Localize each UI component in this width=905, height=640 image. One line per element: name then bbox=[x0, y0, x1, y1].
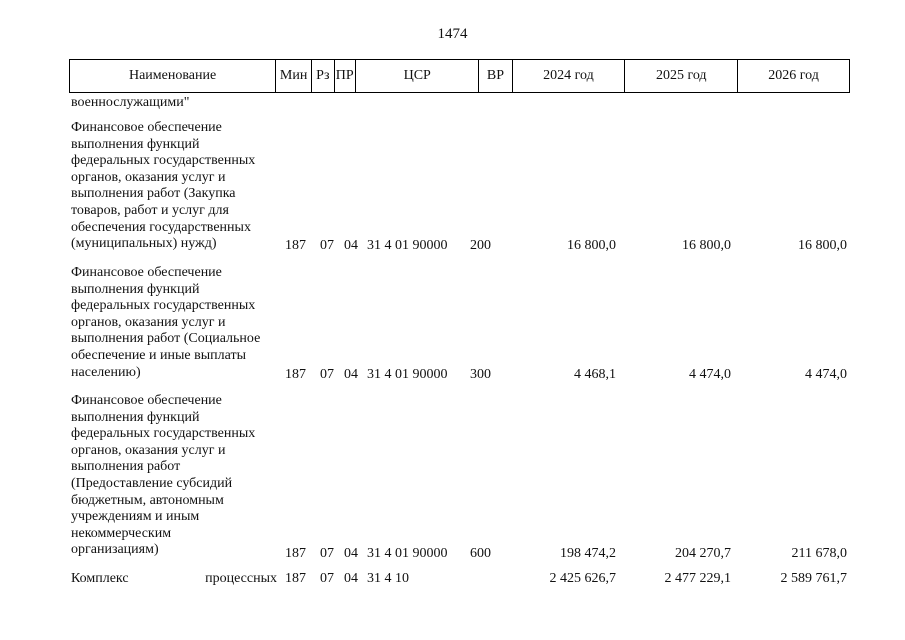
header-csr: ЦСР bbox=[355, 60, 479, 92]
cell-vr: 600 bbox=[470, 546, 491, 561]
cell-2024: 16 800,0 bbox=[567, 238, 616, 253]
cell-min: 187 bbox=[285, 367, 306, 382]
cell-2026: 211 678,0 bbox=[791, 546, 847, 561]
header-rz: Рз bbox=[311, 60, 333, 92]
cell-2025: 2 477 229,1 bbox=[664, 571, 731, 586]
cell-rz: 07 bbox=[320, 238, 334, 253]
cell-2024: 198 474,2 bbox=[560, 546, 616, 561]
cell-vr: 300 bbox=[470, 367, 491, 382]
cell-rz: 07 bbox=[320, 546, 334, 561]
header-2026: 2026 год bbox=[737, 60, 849, 92]
cell-csr: 31 4 01 90000 bbox=[367, 367, 448, 382]
header-min: Мин bbox=[275, 60, 311, 92]
cell-2024: 2 425 626,7 bbox=[549, 571, 616, 586]
continuation-text: военнослужащими" bbox=[71, 95, 190, 110]
header-2025: 2025 год bbox=[624, 60, 737, 92]
row-name: Финансовое обеспечение выполнения функций федеральных государственных органов, оказания услуг и выполнения работ (Социальное обеспечение и иные выплаты населению) bbox=[71, 265, 261, 380]
cell-pr: 04 bbox=[344, 571, 358, 586]
cell-min: 187 bbox=[285, 546, 306, 561]
header-2024: 2024 год bbox=[512, 60, 625, 92]
row-name: Комплекс процессных bbox=[71, 571, 277, 586]
cell-rz: 07 bbox=[320, 367, 334, 382]
cell-csr: 31 4 10 bbox=[367, 571, 409, 586]
cell-2025: 204 270,7 bbox=[675, 546, 731, 561]
header-name: Наименование bbox=[128, 68, 217, 83]
page-number: 1474 bbox=[437, 26, 468, 42]
row-name: Финансовое обеспечение выполнения функций федеральных государственных органов, оказания услуг и выполнения работ (Предоставление субсидий бюджетным, автономным учреждениям и иным некоммерческим организациям) bbox=[71, 393, 256, 558]
cell-pr: 04 bbox=[344, 546, 358, 561]
cell-csr: 31 4 01 90000 bbox=[367, 238, 448, 253]
cell-min: 187 bbox=[285, 238, 306, 253]
cell-2026: 16 800,0 bbox=[798, 238, 847, 253]
cell-2024: 4 468,1 bbox=[574, 367, 616, 382]
cell-pr: 04 bbox=[344, 367, 358, 382]
cell-csr: 31 4 01 90000 bbox=[367, 546, 448, 561]
cell-min: 187 bbox=[285, 571, 306, 586]
row-name: Финансовое обеспечение выполнения функций федеральных государственных органов, оказания услуг и выполнения работ (Закупка товаров, работ и услуг для обеспечения государственных (муниципальных) нужд) bbox=[71, 120, 256, 252]
cell-pr: 04 bbox=[344, 238, 358, 253]
header-vr: ВР bbox=[478, 60, 511, 92]
cell-rz: 07 bbox=[320, 571, 334, 586]
cell-2026: 2 589 761,7 bbox=[780, 571, 847, 586]
cell-vr: 200 bbox=[470, 238, 491, 253]
table-header bbox=[69, 59, 850, 93]
cell-2025: 4 474,0 bbox=[689, 367, 731, 382]
header-pr: ПР bbox=[334, 60, 355, 92]
cell-2026: 4 474,0 bbox=[805, 367, 847, 382]
cell-2025: 16 800,0 bbox=[682, 238, 731, 253]
